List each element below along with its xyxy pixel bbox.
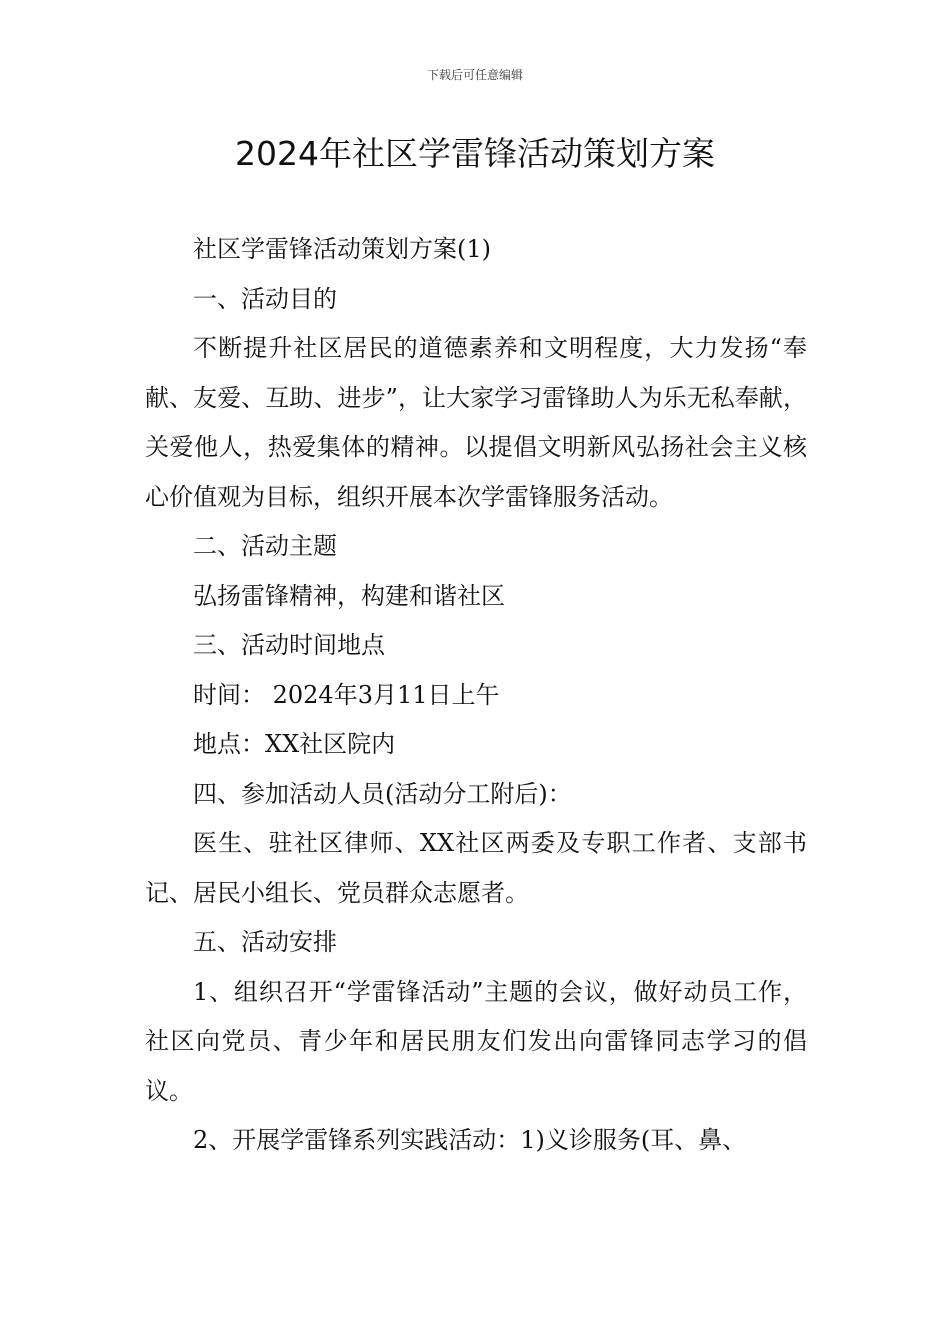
header-note: 下载后可任意编辑 <box>426 68 523 82</box>
section-heading-time-place: 三、活动时间地点 <box>193 631 385 659</box>
paragraph-place: 地点：XX社区院内 <box>193 730 396 758</box>
paragraph-time: 时间： 2024年3月11日上午 <box>193 680 500 709</box>
paragraph-purpose: 不断提升社区居民的道德素养和文明程度，大力发扬“奉献、友爱、互助、进步”，让大家学习雷锋助人为乐无私奉献，关爱他人，热爱集体的精神。以提倡文明新风弘扬社会主义核心价值观为目标，组织开展本次学雷锋服务活动。 <box>145 334 807 511</box>
section-heading-participants: 四、参加活动人员(活动分工附后)： <box>193 779 572 808</box>
section-heading-theme: 二、活动主题 <box>193 532 337 560</box>
paragraph-arrangement-2: 2、开展学雷锋系列实践活动：1)义诊服务(耳、鼻、 <box>193 1126 747 1154</box>
paragraph-participants: 医生、驻社区律师、XX社区两委及专职工作者、支部书记、居民小组长、党员群众志愿者。 <box>145 829 807 907</box>
section-heading-purpose: 一、活动目的 <box>193 284 337 313</box>
document-body <box>145 225 807 1166</box>
paragraph-theme: 弘扬雷锋精神，构建和谐社区 <box>193 581 505 610</box>
paragraph-arrangement-1: 1、组织召开“学雷锋活动”主题的会议，做好动员工作，社区向党员、青少年和居民朋友们发出向雷锋同志学习的倡议。 <box>145 977 807 1105</box>
section-heading-arrangement: 五、活动安排 <box>193 928 337 956</box>
paragraph-subtitle: 社区学雷锋活动策划方案(1) <box>193 235 491 263</box>
document-title: 2024年社区学雷锋活动策划方案 <box>235 134 715 173</box>
